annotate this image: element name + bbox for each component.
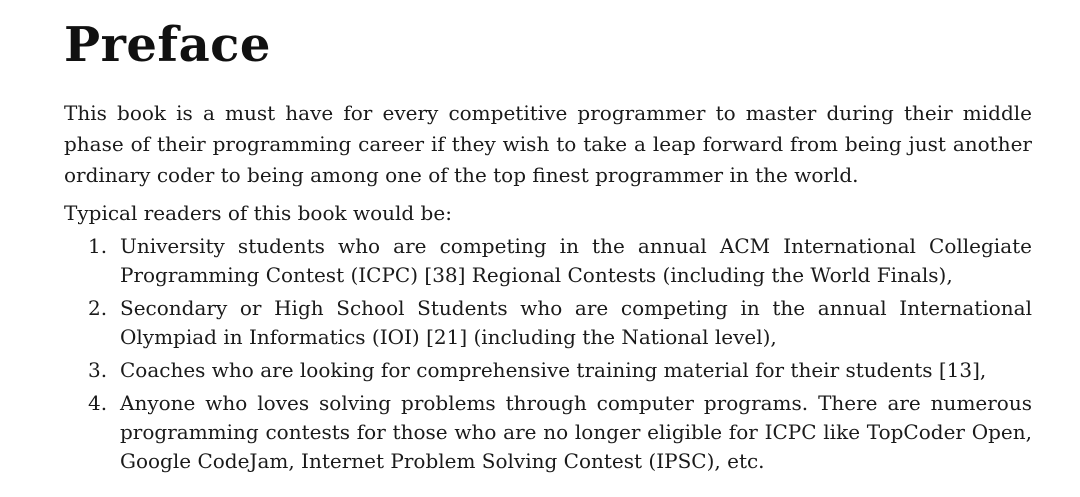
list-item-text: Anyone who loves solving problems through computer programs. There are numerous programming contests for those who are no longer eligible for ICPC like TopCoder Open, Google CodeJam, Internet Problem Solving Contest (IPSC), etc. bbox=[120, 391, 1032, 473]
list-item bbox=[64, 232, 1032, 290]
readers-list bbox=[64, 232, 1032, 480]
list-item bbox=[64, 294, 1032, 352]
list-item-number: 1. bbox=[88, 234, 108, 258]
list-item-text: Secondary or High School Students who are competing in the annual International Olympiad in Informatics (IOI) [21] (including the National level), bbox=[120, 296, 1032, 349]
list-item-text: University students who are competing in the annual ACM International Collegiate Programming Contest (ICPC) [38] Regional Contests (including the World Finals), bbox=[120, 234, 1032, 287]
readers-lead-in: Typical readers of this book would be: bbox=[64, 201, 452, 225]
page-title: Preface bbox=[64, 17, 271, 73]
list-item bbox=[64, 389, 1032, 476]
list-item-text: Coaches who are looking for comprehensive training material for their students [13], bbox=[120, 358, 987, 382]
list-item-number: 2. bbox=[88, 296, 108, 320]
list-item bbox=[64, 356, 1032, 385]
intro-paragraph: This book is a must have for every competitive programmer to master during their middle phase of their programming career if they wish to take a leap forward from being just another ordinary coder to being among one of the top finest programmer in the world. bbox=[64, 101, 1032, 187]
list-item-number: 4. bbox=[88, 391, 108, 415]
list-item-number: 3. bbox=[88, 358, 108, 382]
